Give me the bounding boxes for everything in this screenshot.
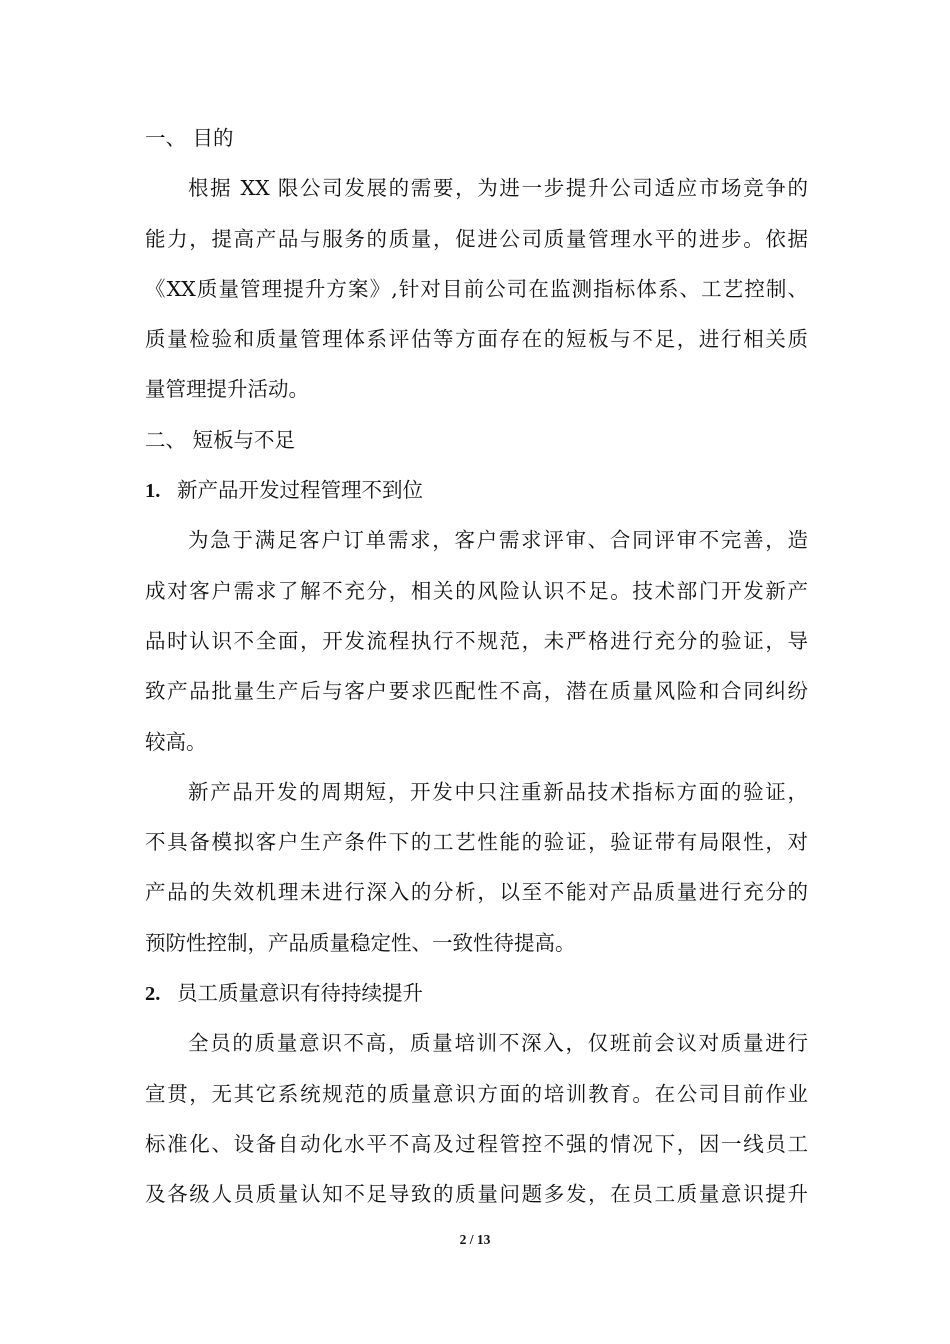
heading-text: 一、 目的	[145, 126, 234, 150]
paragraph-line: 新产品开发的周期短，开发中只注重新品技术指标方面的验证，	[188, 779, 808, 804]
paragraph-line: 《XX质量管理提升方案》,针对目前公司在监测指标体系、工艺控制、	[145, 276, 808, 301]
paragraph-2a	[145, 1018, 808, 1219]
heading-text: 二、 短板与不足	[145, 427, 296, 452]
paragraph-line: 成对客户需求了解不充分，相关的风险认识不足。技术部门开发新产	[145, 578, 808, 603]
section-heading-purpose	[145, 113, 808, 163]
paragraph-line: 根据 XX 限公司发展的需要，为进一步提升公司适应市场竞争的	[188, 176, 808, 201]
paragraph-line: 及各级人员质量认知不足导致的质量问题多发，在员工质量意识提升	[145, 1182, 808, 1207]
subheading-2	[145, 968, 808, 1018]
section-heading-shortcomings	[145, 415, 808, 465]
paragraph-purpose	[145, 163, 808, 414]
paragraph-1a	[145, 515, 808, 766]
subheading-number: 2.	[145, 983, 161, 1006]
paragraph-line: 产品的失效机理未进行深入的分析，以至不能对产品质量进行充分的	[145, 880, 808, 905]
document-body	[145, 113, 808, 1220]
paragraph-line: 标准化、设备自动化水平不高及过程管控不强的情况下，因一线员工	[145, 1131, 808, 1156]
subheading-number: 1.	[145, 480, 161, 503]
paragraph-line: 能力，提高产品与服务的质量，促进公司质量管理水平的进步。依据	[145, 226, 808, 251]
page-number: 2 / 13	[459, 1232, 491, 1247]
paragraph-line: 质量检验和质量管理体系评估等方面存在的短板与不足，进行相关质	[145, 327, 808, 352]
paragraph-line: 预防性控制，产品质量稳定性、一致性待提高。	[145, 930, 576, 955]
paragraph-line: 全员的质量意识不高，质量培训不深入，仅班前会议对质量进行	[188, 1031, 808, 1056]
paragraph-line: 量管理提升活动。	[145, 377, 309, 402]
paragraph-line: 为急于满足客户订单需求，客户需求评审、合同评审不完善，造	[188, 528, 808, 553]
subheading-text: 员工质量意识有待持续提升	[177, 981, 423, 1006]
paragraph-line: 宣贯，无其它系统规范的质量意识方面的培训教育。在公司目前作业	[145, 1081, 808, 1106]
paragraph-line: 致产品批量生产后与客户要求匹配性不高，潜在质量风险和合同纠纷	[145, 679, 808, 704]
paragraph-line: 较高。	[145, 729, 207, 754]
paragraph-1b	[145, 767, 808, 968]
paragraph-line: 不具备模拟客户生产条件下的工艺性能的验证，验证带有局限性，对	[145, 830, 808, 855]
subheading-text: 新产品开发过程管理不到位	[177, 478, 423, 503]
subheading-1	[145, 465, 808, 515]
paragraph-line: 品时认识不全面，开发流程执行不规范，未严格进行充分的验证，导	[145, 628, 808, 653]
